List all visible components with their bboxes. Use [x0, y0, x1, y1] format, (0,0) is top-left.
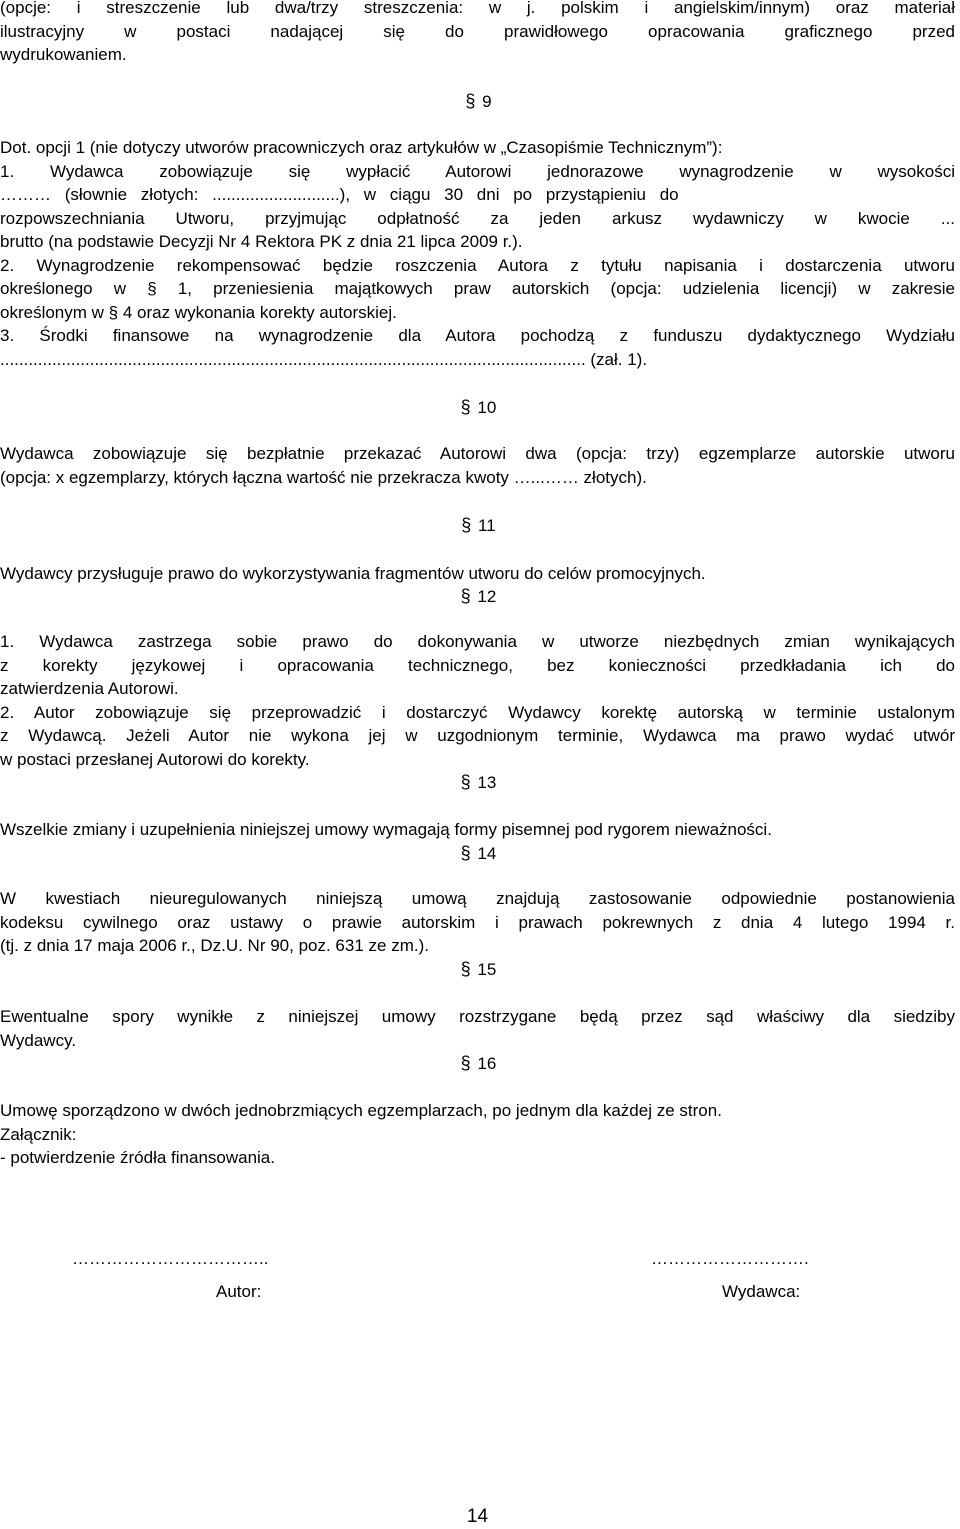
text-line: (tj. z dnia 17 maja 2006 r., Dz.U. Nr 90, poz. 631 ze zm.). — [0, 936, 429, 955]
text-line: z korekty językowej i opracowania technicznego, bez konieczności przedkładania ich do — [0, 655, 955, 675]
publisher-signature-line: ………………………. — [651, 1249, 809, 1268]
text-line: kodeksu cywilnego oraz ustawy o prawie autorskim i prawach pokrewnych z dnia 4 lutego 1994 r. — [0, 912, 955, 932]
page-number: 14 — [466, 1506, 489, 1527]
text-line: W kwestiach nieuregulowanych niniejszą umową znajdują zastosowanie odpowiednie postanowienia — [0, 889, 955, 908]
intro-paragraph — [0, 0, 955, 67]
section-heading-13 — [0, 771, 955, 795]
text-line: ……… (słownie złotych: ...........................), w ciągu 30 dni po przystąpieniu do — [0, 185, 679, 204]
section-number: 10 — [477, 398, 497, 417]
text-line: określonym w § 4 oraz wykonania korekty autorskiej. — [0, 302, 397, 322]
section-heading-16 — [0, 1052, 955, 1076]
text-line: 1. Wydawca zobowiązuje się wypłacić Autorowi jednorazowe wynagrodzenie w wysokości — [0, 161, 955, 181]
section-number: 16 — [477, 1054, 497, 1073]
text-line: z Wydawcą. Jeżeli Autor nie wykona jej w uzgodnionym terminie, Wydawca ma prawo wydać utwór — [0, 726, 955, 745]
section-number: 15 — [477, 960, 497, 979]
section-13-body — [0, 818, 955, 842]
section-number: 11 — [478, 516, 496, 535]
author-signature-line: …………………………….. — [72, 1249, 269, 1268]
section-sign-icon: § — [465, 91, 476, 111]
text-line: ............................................................................................................................ (zał. 1). — [0, 349, 648, 369]
text-line: rozpowszechniania Utworu, przyjmując odpłatność za jeden arkusz wydawniczy w kwocie ... — [0, 208, 955, 228]
section-sign-icon: § — [460, 397, 471, 417]
attachment-label: Załącznik: — [0, 1124, 77, 1144]
section-heading-14 — [0, 842, 955, 866]
text-line: 2. Autor zobowiązuje się przeprowadzić i dostarczyć Wydawcy korektę autorską w terminie ustalonym — [0, 702, 955, 722]
text-line: ilustracyjny w postaci nadającej się do prawidłowego opracowania graficznego przed — [0, 21, 955, 41]
text-line: (opcje: i streszczenie lub dwa/trzy streszczenia: w j. polskim i angielskim/innym) oraz materiał — [0, 0, 955, 17]
attachment-item: - potwierdzenie źródła finansowania. — [0, 1148, 275, 1167]
author-label: Autor: — [216, 1282, 262, 1301]
text-line: określonego w § 1, przeniesienia majątkowych praw autorskich (opcja: udzielenia licencji) w zakresie — [0, 279, 955, 298]
text-line: Umowę sporządzono w dwóch jednobrzmiących egzemplarzach, po jednym dla każdej ze stron. — [0, 1101, 722, 1120]
text-line: zatwierdzenia Autorowi. — [0, 679, 179, 698]
section-10-body — [0, 442, 955, 489]
text-line: Wydawca zobowiązuje się bezpłatnie przekazać Autorowi dwa (opcja: trzy) egzemplarze autorskie utworu — [0, 444, 955, 463]
section-12-body — [0, 630, 955, 771]
text-line: Wydawcy przysługuje prawo do wykorzystywania fragmentów utworu do celów promocyjnych. — [0, 564, 706, 583]
text-line: (opcja: x egzemplarzy, których łączna wartość nie przekracza kwoty …...…… złotych). — [0, 467, 647, 487]
section-sign-icon: § — [460, 959, 471, 979]
text-line: w postaci przesłanej Autorowi do korekty. — [0, 749, 310, 769]
section-16-body — [0, 1099, 955, 1170]
text-line: 2. Wynagrodzenie rekompensować będzie roszczenia Autora z tytułu napisania i dostarczenia utworu — [0, 255, 955, 275]
text-line: brutto (na podstawie Decyzji Nr 4 Rektora PK z dnia 21 lipca 2009 r.). — [0, 232, 523, 251]
section-heading-10 — [0, 396, 955, 420]
section-heading-11 — [0, 514, 955, 538]
text-line: 1. Wydawca zastrzega sobie prawo do dokonywania w utworze niezbędnych zmian wynikających — [0, 632, 955, 651]
section-number: 12 — [477, 587, 497, 606]
text-line: Wszelkie zmiany i uzupełnienia niniejszej umowy wymagają formy pisemnej pod rygorem nieważności. — [0, 820, 772, 839]
section-sign-icon: § — [460, 772, 471, 792]
text-line: Dot. opcji 1 (nie dotyczy utworów pracowniczych oraz artykułów w „Czasopiśmie Technicznym”): — [0, 138, 723, 157]
text-line: Ewentualne spory wynikłe z niniejszej umowy rozstrzygane będą przez sąd właściwy dla siedziby — [0, 1007, 955, 1026]
section-14-body — [0, 887, 955, 958]
section-number: 13 — [477, 773, 497, 792]
section-11-body — [0, 562, 955, 586]
text-line: Wydawcy. — [0, 1030, 77, 1050]
text-line: 3. Środki finansowe na wynagrodzenie dla Autora pochodzą z funduszu dydaktycznego Wydziału — [0, 326, 955, 345]
section-15-body — [0, 1005, 955, 1052]
section-sign-icon: § — [460, 586, 471, 606]
section-heading-12 — [0, 585, 955, 609]
section-sign-icon: § — [460, 843, 471, 863]
section-9-body — [0, 136, 955, 371]
publisher-label: Wydawca: — [722, 1282, 801, 1301]
section-number: 9 — [482, 92, 492, 111]
section-sign-icon: § — [461, 515, 472, 535]
text-line: wydrukowaniem. — [0, 45, 127, 64]
section-number: 14 — [477, 844, 497, 863]
section-heading-9 — [0, 90, 955, 114]
section-sign-icon: § — [460, 1053, 471, 1073]
section-heading-15 — [0, 958, 955, 982]
